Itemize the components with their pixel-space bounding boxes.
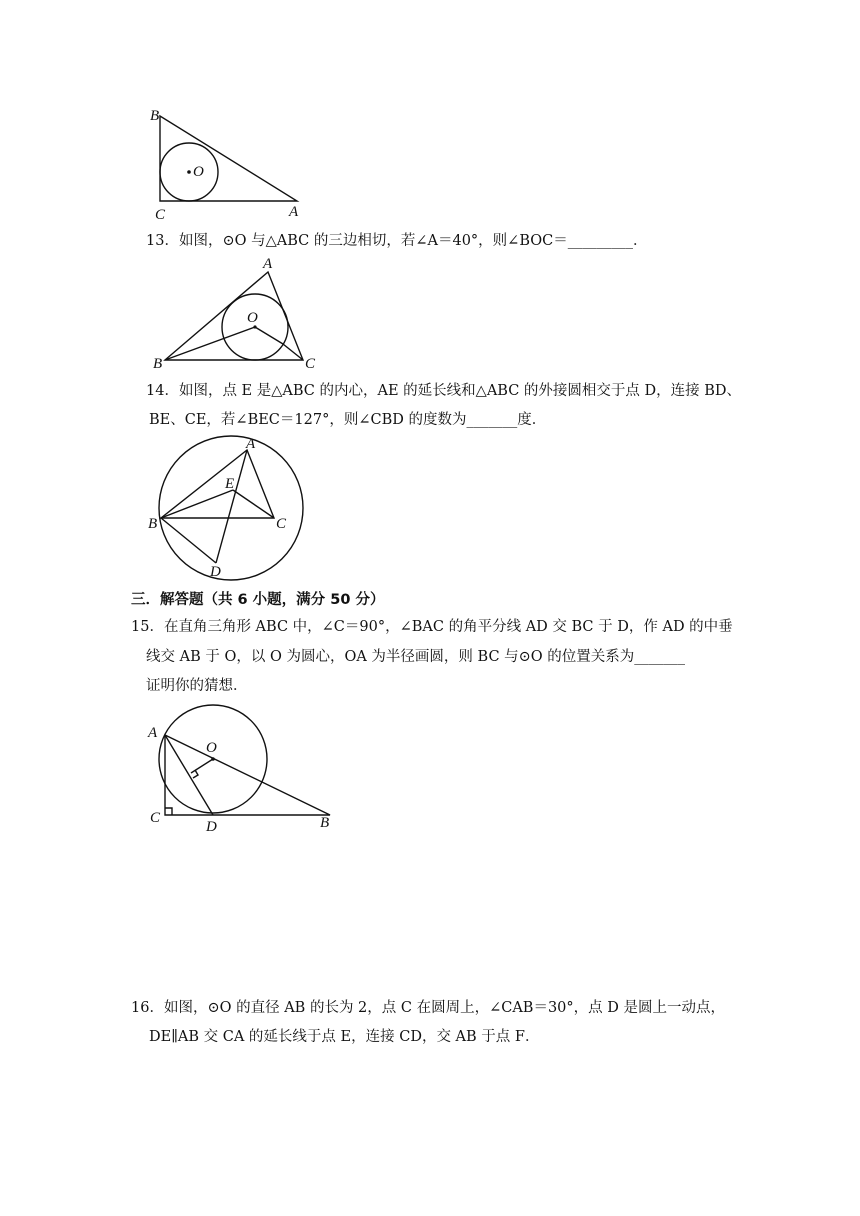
- fig12-label-B: B: [150, 108, 160, 124]
- fig13-label-C: C: [305, 356, 316, 372]
- fig12-label-A: A: [289, 204, 299, 220]
- question-16-text-line2: DE∥AB 交 CA 的延长线于点 E，连接 CD，交 AB 于点 F．: [149, 1029, 540, 1045]
- question-16-text-line1: 16．如图，⊙O 的直径 AB 的长为 2，点 C 在圆周上，∠CAB＝30°，点 D 是圆上一动点，: [131, 1000, 726, 1016]
- fig15-label-O: O: [206, 740, 217, 756]
- fig14-label-A: A: [246, 436, 256, 452]
- question-15-text-line2: 线交 AB 于 O，以 O 为圆心，OA 为半径画圆，则 BC 与⊙O 的位置关系为_______: [146, 649, 686, 665]
- fig13-label-O: O: [247, 310, 258, 326]
- fig13-label-B: B: [153, 356, 163, 372]
- fig14-label-C: C: [276, 516, 287, 532]
- fig15-label-D: D: [206, 819, 217, 835]
- question-15-text-line3: 证明你的猜想．: [146, 678, 248, 694]
- fig14-label-D: D: [210, 564, 221, 580]
- fig14-label-B: B: [148, 516, 158, 532]
- fig15-label-A: A: [148, 725, 158, 741]
- section-3-heading: 三．解答题（共 6 小题，满分 50 分）: [131, 592, 385, 608]
- question-14-text-line2: BE、CE，若∠BEC＝127°，则∠CBD 的度数为_______度．: [149, 412, 547, 428]
- fig12-label-O: O: [193, 164, 204, 180]
- fig15-label-C: C: [150, 810, 161, 826]
- fig12-label-C: C: [155, 207, 166, 223]
- fig14-label-E: E: [225, 476, 235, 492]
- question-14-text-line1: 14．如图，点 E 是△ABC 的内心，AE 的延长线和△ABC 的外接圆相交于点 D，连接 BD、: [146, 383, 742, 399]
- fig15-label-B: B: [320, 815, 330, 831]
- question-13-text: 13．如图，⊙O 与△ABC 的三边相切，若∠A＝40°，则∠BOC＝_________．: [146, 233, 648, 249]
- fig13-label-A: A: [263, 256, 273, 272]
- question-15-text-line1: 15．在直角三角形 ABC 中，∠C＝90°，∠BAC 的角平分线 AD 交 BC 于 D，作 AD 的中垂: [131, 619, 733, 635]
